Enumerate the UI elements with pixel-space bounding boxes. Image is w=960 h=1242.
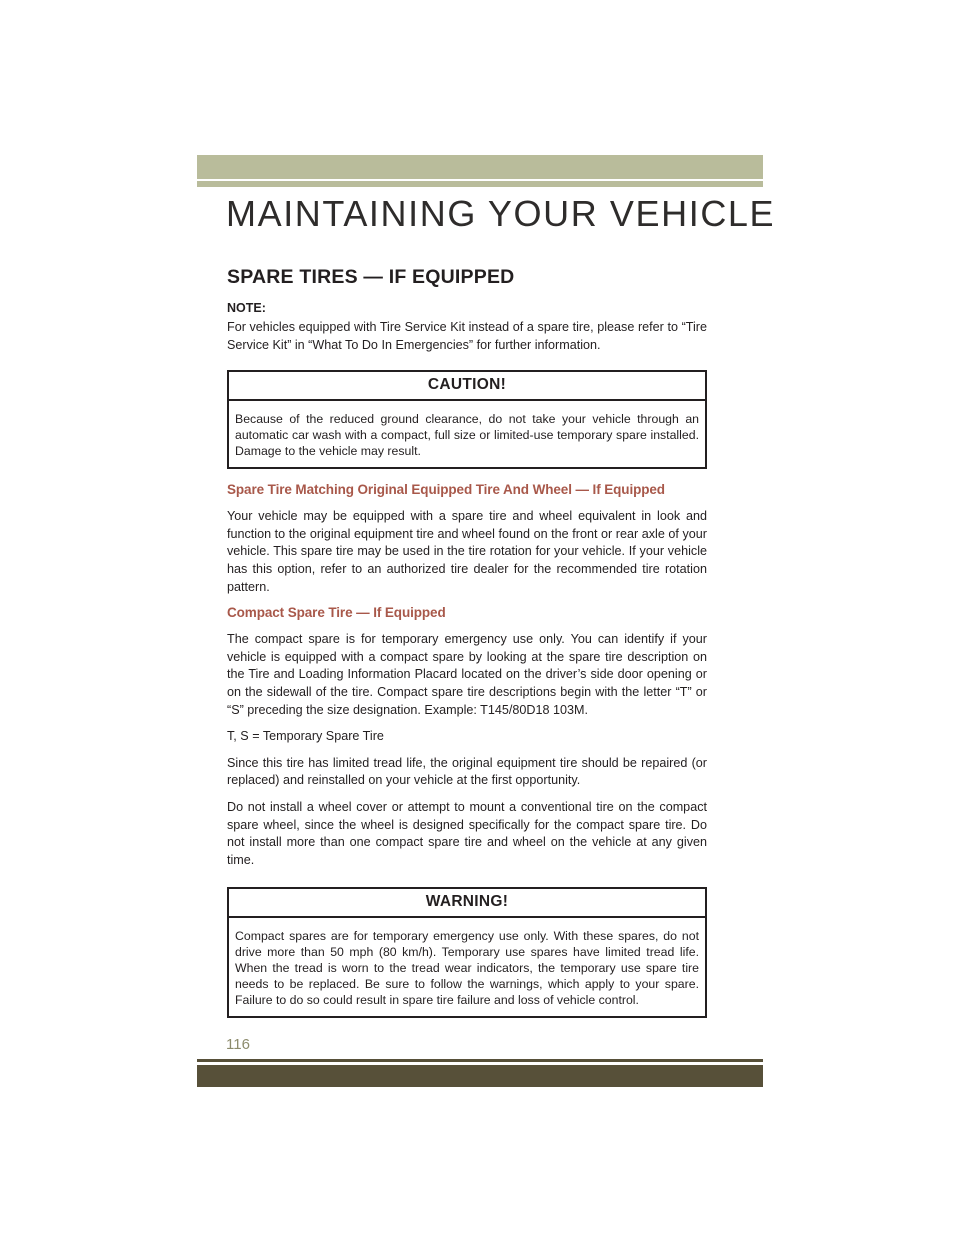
warning-body: Compact spares are for temporary emergency use only. With these spares, do not drive more than 50 mph (80 km/h). Temporary use spares have limited tread life. When the tread is worn to the tread wear indicators, the temporary use spare tire needs to be replaced. Be sure to follow the warnings, which apply to your spare. Failure to do so could result in spare tire failure and loss of vehicle control. — [235, 929, 699, 1008]
caution-title: CAUTION! — [229, 372, 705, 401]
main-heading: SPARE TIRES — IF EQUIPPED — [227, 266, 515, 288]
warning-title: WARNING! — [229, 889, 705, 918]
note-text: For vehicles equipped with Tire Service Kit instead of a spare tire, please refer to “Tire Service Kit” in “What To Do In Emergencies” for further information. — [227, 320, 707, 352]
warning-box — [227, 887, 707, 1018]
page-number: 116 — [226, 1036, 250, 1053]
section-title: MAINTAINING YOUR VEHICLE — [226, 193, 776, 234]
header-color-band — [197, 155, 763, 179]
header-divider — [197, 181, 763, 187]
paragraph-wheel-cover: Do not install a wheel cover or attempt to mount a conventional tire on the compact spare wheel, since the wheel is designed specifically for the compact spare tire. Do not install more than one compact spare tire and wheel on the vehicle at any given time. — [227, 799, 707, 867]
caution-body: Because of the reduced ground clearance, do not take your vehicle through an automatic car wash with a compact, full size or limited-use temporary spare installed. Damage to the vehicle may result. — [235, 412, 699, 459]
paragraph-temporary-spare-def: T, S = Temporary Spare Tire — [227, 729, 384, 744]
footer-divider — [197, 1059, 763, 1062]
paragraph-compact-identify: The compact spare is for temporary emergency use only. You can identify if your vehicle is equipped with a compact spare by looking at the spare tire description on the Tire and Loading Information Placard located on the driver’s side door opening or on the sidewall of the tire. Compact spare tire descriptions begin with the letter “T” or “S” preceding the size designation. Example: T145/80D18 103M. — [227, 632, 707, 717]
subheading-compact-spare: Compact Spare Tire — If Equipped — [227, 605, 446, 621]
paragraph-matching-spare: Your vehicle may be equipped with a spare tire and wheel equivalent in look and function to the original equipment tire and wheel found on the front or rear axle of your vehicle. This spare tire may be used in the tire rotation for your vehicle. If your vehicle has this option, refer to an authorized tire dealer for the recommended tire rotation pattern. — [227, 509, 707, 594]
footer-color-band — [197, 1065, 763, 1087]
note-label: NOTE: — [227, 301, 266, 315]
subheading-matching-spare: Spare Tire Matching Original Equipped Tire And Wheel — If Equipped — [227, 482, 665, 498]
caution-box — [227, 370, 707, 469]
paragraph-limited-tread: Since this tire has limited tread life, the original equipment tire should be repaired (or replaced) and reinstalled on your vehicle at the first opportunity. — [227, 755, 707, 788]
page-content — [227, 266, 707, 1031]
